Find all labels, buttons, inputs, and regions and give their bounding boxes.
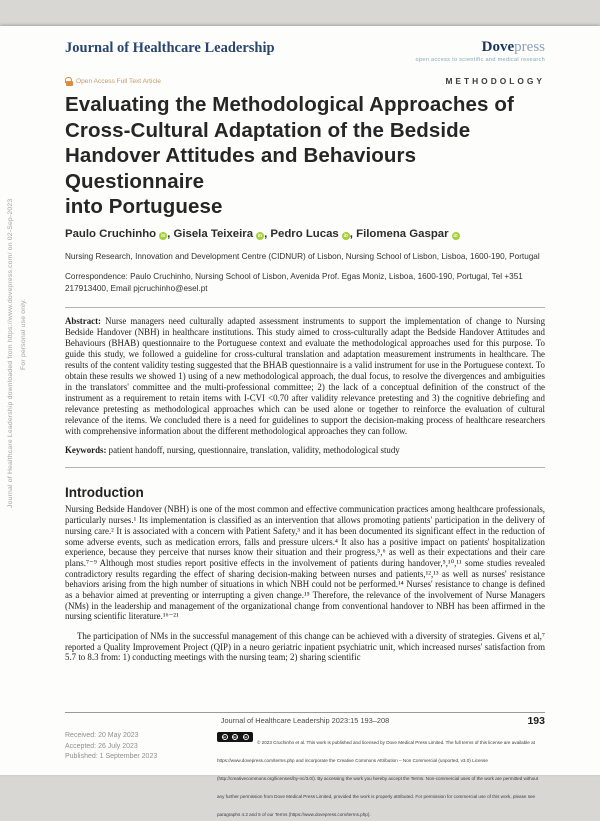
cc-nc-icon: nc (243, 735, 248, 739)
abstract (65, 316, 545, 437)
article-page (65, 40, 545, 672)
page-footer (65, 712, 545, 821)
title-line: Cross-Cultural Adaptation of the Bedside (65, 118, 471, 142)
section-heading-introduction: Introduction (65, 485, 144, 501)
author-name: Pedro Lucas (270, 227, 339, 240)
article-type-label: METHODOLOGY (445, 76, 545, 86)
abstract-text: Nurse managers need culturally adapted assessment instruments to support the implementation of change to Nursing Bedside Handover (NBH) in healthcare institutions. This study aimed to cross-culturally adapt the Bedside Handover Attitudes and Behaviours (BHAB) questionnaire to the Portuguese context and evaluate the methodological approaches used for this purpose. To guide this study, we followed a guideline for cross-cultural translation and adaptation measurement instruments in healthcare. The results of the content validity testing suggested that the BHAB questionnaire is a valid instrument for use in the Portuguese context. To obtain these results we showed 1) using of a new methodological approach, the dual focus, to resolve the divergences and ambiguities in the translators' committee and the multi-professional committee; 2) the lack of a conceptual definition of the construct of the instrument as a requirement to retain items with I-CVI <0.70 after validity relevance pretesting and 3) the cognitive debriefing and relevance pretesting as methodological approaches which can be used alone or together to reinforce the evaluation of cultural relevance of the items. We concluded there is a need for guidelines to support the decision-making process of healthcare researchers with comprehensive information about the different methodological approaches they can follow. (65, 315, 546, 436)
divider (65, 467, 545, 468)
author-name: Filomena Gaspar (356, 227, 449, 240)
correspondence: Correspondence: Paulo Cruchinho, Nursing School of Lisbon, Avenida Prof. Egas Moniz, Lisboa, 1600-190, Portugal, Tel +351 217913400, Email pjcruchinho@esel.pt (65, 271, 523, 293)
dovepress-logo-bold: Dove (481, 39, 515, 55)
title-line: Evaluating the Methodological Approaches of (65, 93, 514, 116)
intro-paragraph: Nursing Bedside Handover (NBH) is one of the most common and effective communication practices among healthcare professionals, particularly nurses.¹ Its implementation is classified as an intervention that allows promoting patients' participation in the delivery of nursing care.² It is associated with a concern with Patient Safety,³ and it has been documented its significant effect in the reduction of some adverse events, such as medication errors, falls and pressure ulcers.⁴ It also has a positive impact on patients' hospitalization experience, because they perceive that nurses know their situation and their progress,⁵,⁶ as well as their expectations and their care plans.⁷⁻⁹ Although most studies report positive effects in the involvement of patients during handover,⁵,¹⁰,¹¹ some studies revealed contradictory results regarding the effect of sharing decision-making between nurses and patients,¹²,¹³ as well as nurses' resistance behaviors arising from the high number of situations in which NBH could not be performed.¹⁴ Nurses' resistance to change is defined as a behavior aimed at preventing or interrupting a given change.¹⁵ Therefore, the relevance of the involvement of Nurse Managers (NMs) in the leadership and management of the organizational change from conventional handover to NBH has been affirmed in the nursing scientific literature.¹⁶⁻²¹ (65, 504, 545, 622)
published-date: Published: 1 September 2023 (65, 753, 158, 760)
keywords-text: patient handoff, nursing, questionnaire, translation, validity, methodological study (108, 445, 400, 456)
author-name: Paulo Cruchinho (65, 227, 157, 240)
license-block (217, 731, 545, 821)
journal-citation: Journal of Healthcare Leadership 2023:15 193–208 (220, 716, 390, 725)
footer-divider (65, 712, 545, 713)
open-lock-icon (65, 77, 73, 86)
author-separator: , (167, 227, 174, 240)
open-access-badge (65, 77, 161, 86)
accepted-date: Accepted: 26 July 2023 (65, 742, 138, 750)
abstract-label: Abstract: (65, 315, 101, 326)
dovepress-logo (416, 40, 545, 55)
author-list (65, 228, 545, 240)
creative-commons-badge (217, 732, 253, 742)
cc-by-icon: by (233, 735, 237, 739)
author-separator: , (349, 227, 357, 240)
title-line: into Portuguese (65, 195, 223, 218)
publisher-block (416, 40, 545, 63)
orcid-icon[interactable] (256, 232, 264, 240)
journal-name: Journal of Healthcare Leadership (65, 40, 275, 56)
divider (65, 307, 545, 308)
keywords (65, 445, 545, 456)
page-header (65, 40, 545, 63)
publisher-tagline: open access to scientific and medical research (415, 57, 545, 63)
affiliation: Nursing Research, Innovation and Development Centre (CIDNUR) of Lisbon, Nursing School of Lisbon, Lisboa, 1600-190, Portugal (65, 251, 540, 261)
orcid-icon[interactable] (452, 232, 460, 240)
author-name: Gisela Teixeira (173, 227, 254, 240)
title-line: Handover Attitudes and Behaviours Questionnaire (65, 144, 417, 193)
intro-paragraph: The participation of NMs in the successful management of this change can be achieved with a diversity of strategies. Givens et al,⁷ reported a Quality Improvement Project (QIP) in a neuro geriatric inpatient psychiatric unit, which increased nurses' satisfaction from 5.7 to 8.3 from: 1) conducting meetings with the nursing team; 2) sharing scientific (65, 631, 545, 663)
badge-row (65, 76, 545, 86)
open-access-label: Open Access Full Text Article (76, 77, 161, 85)
keywords-label: Keywords: (65, 445, 107, 456)
dovepress-logo-light: press (514, 39, 545, 55)
article-title (65, 92, 545, 220)
citation-row (65, 716, 545, 728)
received-date: Received: 20 May 2023 (65, 732, 139, 739)
orcid-icon[interactable] (342, 232, 350, 240)
cc-icon: cc (222, 735, 227, 739)
personal-use-vertical: For personal use only. (20, 298, 27, 370)
page-number: 193 (527, 715, 545, 727)
download-notice-vertical: Journal of Healthcare Leadership downloaded from https://www.dovepress.com/ on 02-Sep-2023 (7, 198, 14, 508)
orcid-icon[interactable] (159, 232, 167, 240)
copyright-text: © 2023 Cruchinho et al. This work is published and licensed by Dove Medical Press Limited. The full terms of this license are available at https://www.dovepress.com/terms.php and incorporate the Creative Commons Attribution – Non Commercial (unported, v3.0) License (http://creativecommons.org/licenses/by-nc/3.0/). By accessing the work you hereby accept the Terms. Non-commercial uses of the work are permitted without any further permission from Dove Medical Press Limited, provided the work is properly attributed. For permission for commercial use of this work, please see paragraphs 4.2 and 5 of our Terms (https://www.dovepress.com/terms.php). (217, 740, 539, 817)
article-dates (65, 731, 213, 821)
author-separator: , (264, 227, 271, 240)
